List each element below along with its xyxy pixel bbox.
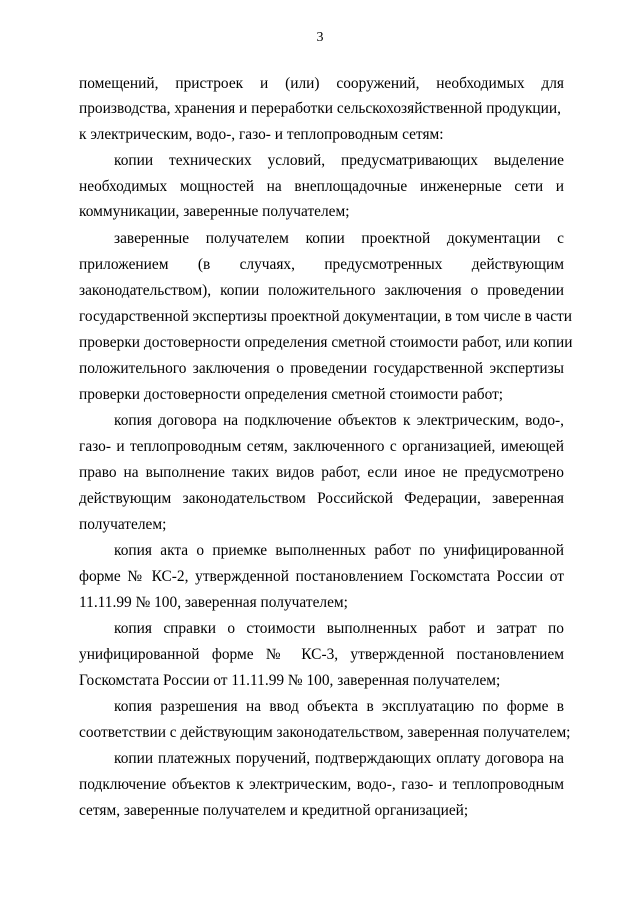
text-line: производства, хранения и переработки сельскохозяйственной продукции,	[79, 100, 561, 117]
text-line: необходимых мощностей на внеплощадочные инженерные сети и	[79, 178, 564, 195]
text-line: проверки достоверности определения сметной стоимости работ, или копии	[79, 334, 573, 351]
text-line: проверки достоверности определения сметной стоимости работ;	[79, 386, 504, 403]
text-line: 11.11.99 № 100, заверенная получателем;	[79, 594, 348, 611]
text-line: Госкомстата России от 11.11.99 № 100, заверенная получателем;	[79, 672, 501, 689]
text-line: сетям, заверенные получателем и кредитной организацией;	[79, 802, 469, 819]
text-line: копии платежных поручений, подтверждающих оплату договора на	[114, 750, 564, 767]
text-line: коммуникации, заверенные получателем;	[79, 203, 350, 220]
text-line: помещений, пристроек и (или) сооружений, необходимых для	[79, 75, 564, 92]
text-line: газо- и теплопроводным сетям, заключенного с организацией, имеющей	[79, 438, 564, 455]
text-line: государственной экспертизы проектной документации, в том числе в части	[79, 308, 573, 325]
text-line: соответствии с действующим законодательством, заверенная получателем;	[79, 724, 571, 741]
text-line: копия разрешения на ввод объекта в эксплуатацию по форме в	[114, 698, 564, 715]
text-line: заверенные получателем копии проектной документации с	[114, 230, 564, 247]
text-line: приложением (в случаях, предусмотренных действующим	[79, 256, 564, 273]
text-line: подключение объектов к электрическим, водо-, газо- и теплопроводным	[79, 776, 564, 793]
text-line: копия договора на подключение объектов к электрическим, водо-,	[114, 412, 564, 429]
text-line: копии технических условий, предусматривающих выделение	[114, 152, 564, 169]
text-line: получателем;	[79, 516, 167, 533]
text-line: положительного заключения о проведении государственной экспертизы	[79, 360, 564, 377]
text-line: действующим законодательством Российской Федерации, заверенная	[79, 490, 564, 507]
text-line: к электрическим, водо-, газо- и теплопроводным сетям:	[79, 126, 444, 143]
text-line: форме № КС-2, утвержденной постановлением Госкомстата России от	[79, 568, 564, 585]
text-line: унифицированной форме № КС-3, утвержденной постановлением	[79, 646, 564, 663]
text-line: законодательством), копии положительного заключения о проведении	[79, 282, 564, 299]
text-line: право на выполнение таких видов работ, если иное не предусмотрено	[79, 464, 564, 481]
text-line: копия справки о стоимости выполненных работ и затрат по	[114, 620, 564, 637]
text-line: копия акта о приемке выполненных работ по унифицированной	[114, 542, 564, 559]
page-number: 3	[316, 30, 324, 45]
